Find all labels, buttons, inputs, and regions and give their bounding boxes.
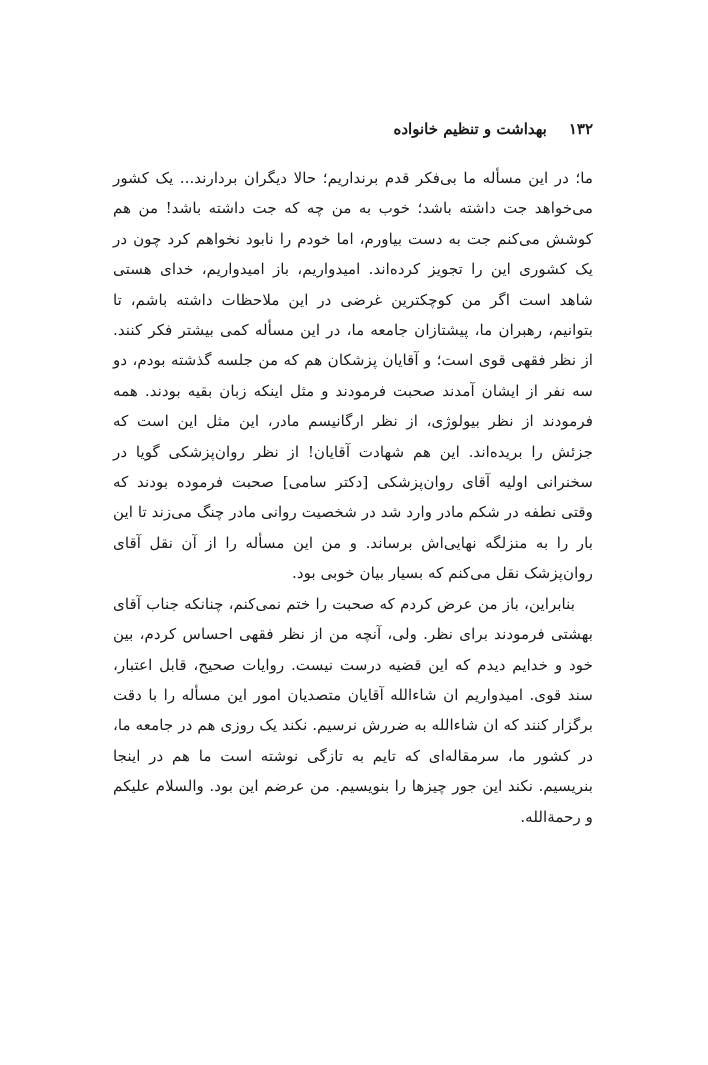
body-text: [113, 163, 593, 832]
paragraph-2: بنابراین، باز من عرض کردم که صحبت را ختم نمی‌کنم، چنانکه جناب آقای بهشتی فرمودند برای نظر. ولی، آنچه من از نظر فقهی احساس کردم، بین خود و خدایم دیدم که این قضیه درست نیست. روایات صحیح، قابل اعتبار، سند قوی. امیدواریم ان شاءالله آقایان متصدیان امور این مسأله را با دقت برگزار کنند که ان شاءالله به ضررش نرسیم. نکند یک روزی هم در جامعه ما، در کشور ما، سرمقاله‌ای که تایم به تازگی نوشته است ما هم در اینجا بنریسیم. نکند این جور چیزها را بنویسیم. من عرضم این بود. والسلام علیکم و رحمةالله.: [113, 594, 593, 826]
paragraph-1: ما؛ در این مسأله ما بی‌فکر قدم برنداریم؛ حالا دیگران بردارند... یک کشور می‌خواهد جت داشته باشد؛ خوب به من چه که جت داشته باشد! من هم کوشش می‌کنم جت به دست بیاورم، اما خودم را نابود نخواهم کرد چون در یک کشوری این را تجویز کرده‌اند. امیدواریم، باز امیدواریم، خدای هستی شاهد است اگر من کوچکترین غرضی در این ملاحظات داشته باشم، تا بتوانیم، رهبران ما، پیشتازان جامعه ما، در این مسأله کمی بیشتر فکر کنند. از نظر فقهی قوی است؛ و آقایان پزشکان هم که من جلسه گذشته بودم، دو سه نفر از ایشان آمدند صحبت فرمودند و مثل اینکه زبان بقیه بودند. همه فرمودند از نظر بیولوژی، از نظر ارگانیسم مادر، این مثل این است که جزئش را بریده‌اند. این هم شهادت آقایان! از نظر روان‌پزشکی گویا در سخنرانی اولیه آقای روان‌پزشکی [دکتر سامی] صحبت فرموده بودند که وقتی نطفه در شکم مادر وارد شد در شخصیت روانی مادر چنگ می‌زند تا این بار را به منزلگه نهایی‌اش برساند. و من این مسأله را از آن نقل آقای روان‌پزشک نقل می‌کنم که بسیار بیان خوبی بود.: [113, 169, 593, 583]
running-title: بهداشت و تنظیم خانواده: [393, 120, 547, 138]
page-header: [394, 120, 594, 138]
page-number: ۱۳۲: [568, 120, 593, 138]
